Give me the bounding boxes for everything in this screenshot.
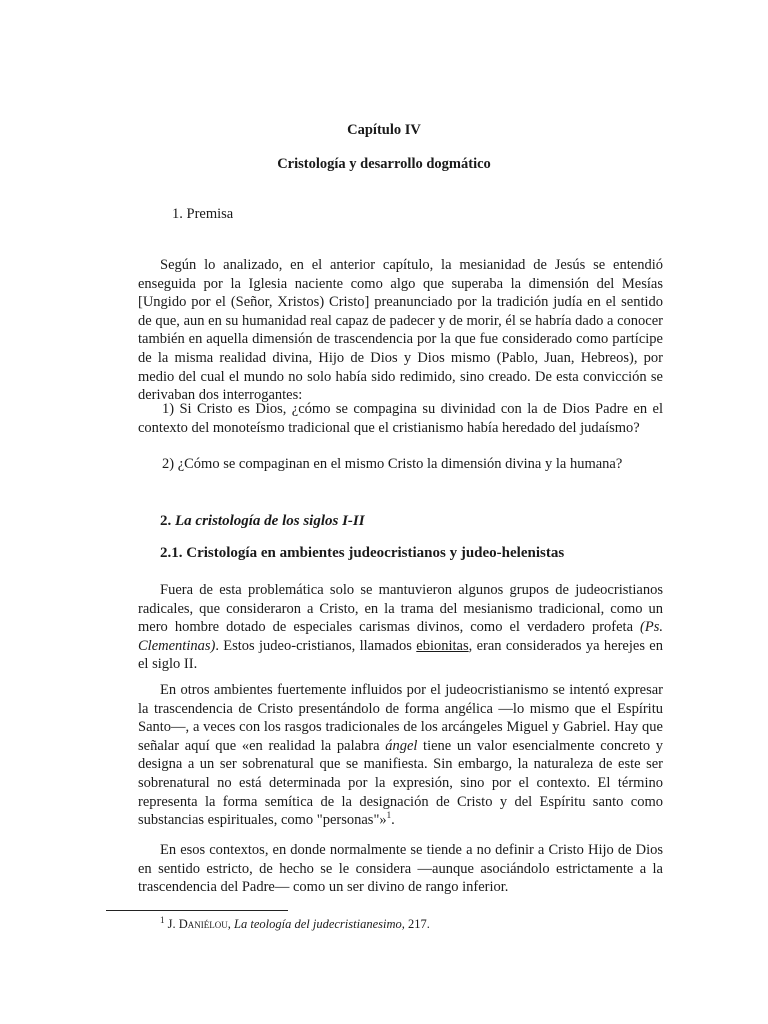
footnote-author-initial: J. xyxy=(167,917,179,931)
question-1: 1) Si Cristo es Dios, ¿cómo se compagina su divinidad con la de Dios Padre en el contexto del monoteísmo tradicional que el cristianismo había heredado del judaísmo? xyxy=(138,401,663,436)
paragraph-ebionitas xyxy=(138,581,663,674)
footnote-separator: , xyxy=(227,917,235,931)
section-heading-2-1: 2.1. Cristología en ambientes judeocristianos y judeo-helenistas xyxy=(160,545,565,561)
footnote-pages: 217. xyxy=(404,917,430,931)
section-heading-premisa: 1. Premisa xyxy=(172,206,234,222)
paragraph-ebionitas-text-2: . Estos judeo-cristianos, llamados xyxy=(215,637,417,654)
question-2: 2) ¿Cómo se compaginan en el mismo Cristo la dimensión divina y la humana? xyxy=(162,456,623,472)
footnote-number: 1 xyxy=(160,914,165,925)
clementinas-citation: (Ps. Clementinas) xyxy=(138,619,663,654)
paragraph-intro: Según lo analizado, en el anterior capítulo, la mesianidad de Jesús se entendió enseguida por la Iglesia naciente como algo que superaba la dimensión del Mesías [Ungido por el (Señor, Xristos) Cristo] preanunciado por la tradición judía en el sentido de que, aun en su humanidad real capaz de padecer y de morir, él se habría dado a conocer también en aquella dimensión de trascendencia por la que fue considerado como partícipe de la misma realidad divina, Hijo de Dios y Dios mismo (Pablo, Juan, Hebreos), por medio del cual el mundo no solo había sido redimido, sino creado. De esta convicción se derivaban dos interrogantes: xyxy=(138,257,663,404)
footnote-divider xyxy=(106,910,288,911)
angel-term: ángel xyxy=(385,737,418,754)
paragraph-angelic-text-1: En otros ambientes fuertemente influidos por el judeocristianismo se intentó expresar la trascendencia de Cristo presentándolo de forma angélica —lo mismo que el Espíritu Santo—, a veces con los rasgos tradicionales de los arcángeles Miguel y Gabriel. Hay que señalar aquí que «en realidad la palabra xyxy=(138,682,663,754)
chapter-label: Capítulo IV xyxy=(347,122,421,138)
section-2-number: 2. xyxy=(160,513,172,529)
footnote-author: Daniélou xyxy=(178,917,228,931)
paragraph-ebionitas-text-1: Fuera de esta problemática solo se mantuvieron algunos grupos de judeocristianos radicales, que consideraron a Cristo, en la trama del mesianismo tradicional, como un mero hombre dotado de especiales carismas divinos, como el verdadero profeta xyxy=(138,582,663,636)
section-2-title: La cristología de los siglos I-II xyxy=(175,513,365,529)
chapter-title: Cristología y desarrollo dogmático xyxy=(277,156,491,172)
ebionitas-term: ebionitas xyxy=(416,637,469,654)
footnote-1 xyxy=(160,914,430,932)
section-heading-2 xyxy=(160,513,365,530)
paragraph-ebionitas-text-3: , eran considerados ya herejes en el siglo II. xyxy=(138,637,663,673)
paragraph-angelic xyxy=(138,681,663,830)
paragraph-angelic-text-3: . xyxy=(391,812,395,829)
paragraph-contexts: En esos contextos, en donde normalmente se tiende a no definir a Cristo Hijo de Dios en sentido estricto, de hecho se le considera —aunque asociándolo estrictamente a la trascendencia del Padre— como un ser divino de rango inferior. xyxy=(138,842,663,896)
footnote-work-title: La teología del judecristianesimo, xyxy=(234,917,405,931)
paragraph-angelic-text-2: tiene un valor esencialmente concreto y designa a un ser sobrenatural que se manifiesta. Sin embargo, la naturaleza de este ser sobrenatural no está determinada por la expresión, sino por el contexto. El término representa la forma semítica de la designación de Cristo y del Espíritu santo como substancias espirituales, como "personas"» xyxy=(138,737,663,829)
footnote-reference[interactable]: 1 xyxy=(386,810,392,821)
